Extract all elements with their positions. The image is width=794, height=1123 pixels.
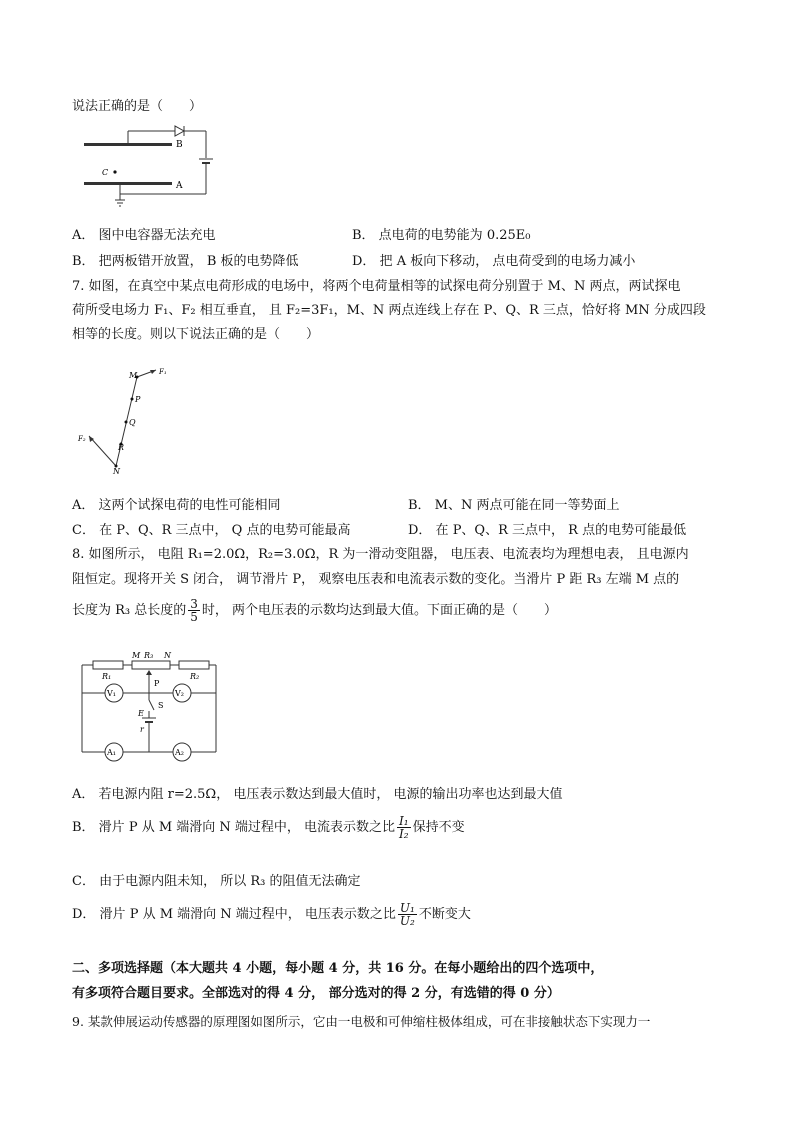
- terminal-m-label: M: [132, 651, 141, 660]
- resistor-r1-label: R₁: [102, 672, 112, 681]
- q8-stem-line2: 阻恒定。现将开关 S 闭合， 调节滑片 P， 观察电压表和电流表示数的变化。当滑片 P 距 R₃ 左端 M 点的: [72, 572, 680, 587]
- q8-option-c: C． 由于电源内阻未知， 所以 R₃ 的阻值无法确定: [72, 874, 361, 889]
- force-f1-label: F₁: [159, 368, 167, 376]
- fraction-three-fifths: $\frac{3}{5}$: [190, 597, 198, 624]
- fraction-u1-u2: $\frac{\text{U₁}}{\text{U₂}}$: [399, 901, 415, 928]
- emf-e-label: E: [138, 709, 144, 718]
- q7-option-c: C． 在 P、Q、R 三点中， Q 点的电势可能最高: [72, 523, 351, 538]
- plate-a-label: A: [176, 181, 183, 191]
- q6-option-a: A． 图中电容器无法充电: [72, 228, 216, 243]
- section2-heading-line1: 二、多项选择题（本大题共 4 小题，每小题 4 分，共 16 分。在每小题给出的四个选项中，: [72, 961, 604, 976]
- point-c-label: C: [102, 168, 109, 177]
- q8-circuit-figure: [76, 648, 226, 763]
- plate-b-label: B: [176, 140, 183, 150]
- switch-s-label: S: [158, 701, 164, 710]
- q6-capacitor-figure: [80, 122, 230, 212]
- point-r-label: R: [118, 443, 125, 452]
- voltmeter-v2-label: V₂: [175, 689, 184, 698]
- q9-stem-line1: 9. 某款伸展运动传感器的原理图如图所示，它由一电极和可伸缩柱极体组成，可在非接触状态下实现力一: [72, 1014, 651, 1029]
- q8-stem-line1: 8. 如图所示， 电阻 R₁=2.0Ω，R₂=3.0Ω，R 为一滑动变阻器， 电压表、电流表均为理想电表， 且电源内: [72, 547, 689, 562]
- q7-stem-line1: 7. 如图，在真空中某点电荷形成的电场中，将两个电荷量相等的试探电荷分别置于 M、N 两点，两试探电: [72, 279, 681, 294]
- fraction-i1-i2: $\frac{\text{I₁}}{\text{I₂}}$: [399, 814, 409, 841]
- q6-option-c: B． 把两板错开放置， B 板的电势降低: [72, 254, 299, 269]
- q6-stem: 说法正确的是（ ）: [72, 99, 203, 114]
- resistor-r3-label: R₃: [144, 651, 154, 660]
- q7-option-d: D． 在 P、Q、R 三点中， R 点的电势可能最低: [408, 523, 687, 538]
- point-p-label: P: [135, 395, 141, 404]
- q8-option-a: A． 若电源内阻 r=2.5Ω， 电压表示数达到最大值时， 电源的输出功率也达到最大值: [72, 787, 563, 802]
- q8-option-d: D． 滑片 P 从 M 端滑向 N 端过程中， 电压表示数之比 $\frac{\text{U₁}}{\text{U₂}}$ 不断变大: [72, 901, 471, 928]
- point-q-label: Q: [129, 418, 136, 427]
- point-m-label: M: [129, 371, 138, 380]
- q6-option-b: B． 点电荷的电势能为 0.25E₀: [352, 228, 531, 243]
- q7-stem-line2: 荷所受电场力 F₁、F₂ 相互垂直， 且 F₂=3F₁，M、N 两点连线上存在 P、Q、R 三点，恰好将 MN 分成四段: [72, 303, 706, 318]
- q6-option-d: D． 把 A 板向下移动， 点电荷受到的电场力减小: [352, 254, 636, 269]
- slider-p-label: P: [154, 679, 160, 688]
- q7-field-figure: [76, 364, 186, 476]
- ammeter-a1-label: A₁: [107, 748, 116, 757]
- point-n-label: N: [113, 467, 120, 476]
- q8-option-b: B． 滑片 P 从 M 端滑向 N 端过程中， 电流表示数之比 $\frac{\text{I₁}}{\text{I₂}}$ 保持不变: [72, 814, 465, 841]
- q8-stem-line3: 长度为 R₃ 总长度的 $\frac{3}{5}$ 时， 两个电压表的示数均达到最大值。下面正确的是（ ）: [72, 597, 558, 624]
- terminal-n-label: N: [164, 651, 171, 660]
- force-f2-label: F₂: [78, 435, 86, 443]
- q7-option-b: B． M、N 两点可能在同一等势面上: [408, 498, 620, 513]
- voltmeter-v1-label: V₁: [107, 689, 116, 698]
- resistor-r2-label: R₂: [190, 672, 200, 681]
- section2-heading-line2: 有多项符合题目要求。全部选对的得 4 分， 部分选对的得 2 分，有选错的得 0 分）: [72, 986, 560, 1001]
- ammeter-a2-label: A₂: [175, 748, 184, 757]
- q7-stem-line3: 相等的长度。则以下说法正确的是（ ）: [72, 327, 320, 342]
- internal-r-label: r: [140, 725, 144, 734]
- q7-option-a: A． 这两个试探电荷的电性可能相同: [72, 498, 281, 513]
